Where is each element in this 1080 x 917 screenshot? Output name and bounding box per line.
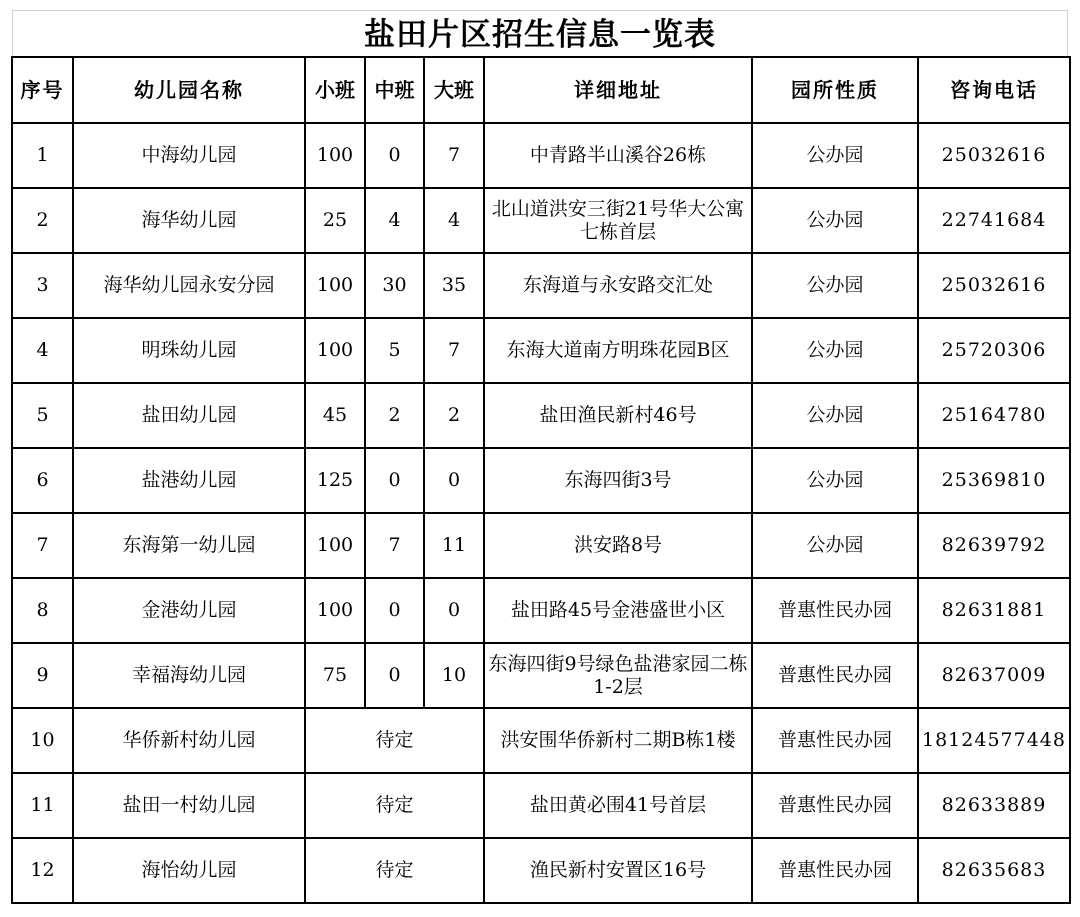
header-name: 幼儿园名称 xyxy=(73,57,305,123)
cell-large: 7 xyxy=(424,123,484,188)
cell-nature: 公办园 xyxy=(752,253,918,318)
table-row xyxy=(12,578,1070,643)
cell-name: 海怡幼儿园 xyxy=(73,838,305,903)
cell-seq: 3 xyxy=(12,253,73,318)
cell-phone: 82631881 xyxy=(918,578,1070,643)
cell-phone: 25032616 xyxy=(918,123,1070,188)
cell-small: 100 xyxy=(305,578,365,643)
table-row xyxy=(12,383,1070,448)
cell-small: 100 xyxy=(305,253,365,318)
table-row xyxy=(12,708,1070,773)
cell-small: 125 xyxy=(305,448,365,513)
table-row xyxy=(12,773,1070,838)
cell-middle: 2 xyxy=(365,383,424,448)
cell-seq: 5 xyxy=(12,383,73,448)
table-row xyxy=(12,123,1070,188)
cell-name: 东海第一幼儿园 xyxy=(73,513,305,578)
cell-name: 盐港幼儿园 xyxy=(73,448,305,513)
cell-small: 25 xyxy=(305,188,365,253)
cell-seq: 12 xyxy=(12,838,73,903)
cell-nature: 公办园 xyxy=(752,448,918,513)
cell-large: 0 xyxy=(424,578,484,643)
cell-seq: 4 xyxy=(12,318,73,383)
page-title: 盐田片区招生信息一览表 xyxy=(12,10,1068,56)
cell-address: 东海四街9号绿色盐港家园二栋1-2层 xyxy=(484,643,752,708)
cell-address: 东海道与永安路交汇处 xyxy=(484,253,752,318)
cell-large: 2 xyxy=(424,383,484,448)
cell-seq: 10 xyxy=(12,708,73,773)
header-nature: 园所性质 xyxy=(752,57,918,123)
cell-address: 东海四街3号 xyxy=(484,448,752,513)
cell-middle: 30 xyxy=(365,253,424,318)
cell-phone: 82639792 xyxy=(918,513,1070,578)
cell-large: 35 xyxy=(424,253,484,318)
cell-nature: 公办园 xyxy=(752,513,918,578)
cell-pending: 待定 xyxy=(305,708,484,773)
cell-address: 东海大道南方明珠花园B区 xyxy=(484,318,752,383)
cell-seq: 11 xyxy=(12,773,73,838)
cell-small: 75 xyxy=(305,643,365,708)
table-row xyxy=(12,188,1070,253)
cell-phone: 25032616 xyxy=(918,253,1070,318)
cell-small: 100 xyxy=(305,318,365,383)
cell-address: 洪安围华侨新村二期B栋1楼 xyxy=(484,708,752,773)
cell-nature: 普惠性民办园 xyxy=(752,578,918,643)
cell-small: 45 xyxy=(305,383,365,448)
cell-seq: 2 xyxy=(12,188,73,253)
cell-phone: 82633889 xyxy=(918,773,1070,838)
cell-nature: 公办园 xyxy=(752,188,918,253)
cell-phone: 18124577448 xyxy=(918,708,1070,773)
cell-middle: 0 xyxy=(365,578,424,643)
cell-name: 明珠幼儿园 xyxy=(73,318,305,383)
cell-middle: 0 xyxy=(365,448,424,513)
cell-phone: 25720306 xyxy=(918,318,1070,383)
cell-large: 4 xyxy=(424,188,484,253)
cell-phone: 82635683 xyxy=(918,838,1070,903)
cell-nature: 公办园 xyxy=(752,318,918,383)
cell-address: 洪安路8号 xyxy=(484,513,752,578)
cell-nature: 普惠性民办园 xyxy=(752,773,918,838)
cell-seq: 6 xyxy=(12,448,73,513)
header-phone: 咨询电话 xyxy=(918,57,1070,123)
cell-large: 11 xyxy=(424,513,484,578)
cell-middle: 0 xyxy=(365,123,424,188)
cell-address: 北山道洪安三街21号华大公寓七栋首层 xyxy=(484,188,752,253)
cell-address: 渔民新村安置区16号 xyxy=(484,838,752,903)
cell-seq: 7 xyxy=(12,513,73,578)
cell-large: 0 xyxy=(424,448,484,513)
cell-middle: 0 xyxy=(365,643,424,708)
cell-seq: 1 xyxy=(12,123,73,188)
cell-seq: 8 xyxy=(12,578,73,643)
cell-phone: 25164780 xyxy=(918,383,1070,448)
table-row xyxy=(12,643,1070,708)
cell-name: 幸福海幼儿园 xyxy=(73,643,305,708)
cell-nature: 公办园 xyxy=(752,383,918,448)
header-large: 大班 xyxy=(424,57,484,123)
table-row xyxy=(12,513,1070,578)
cell-nature: 普惠性民办园 xyxy=(752,838,918,903)
cell-middle: 4 xyxy=(365,188,424,253)
cell-large: 7 xyxy=(424,318,484,383)
cell-address: 盐田黄必围41号首层 xyxy=(484,773,752,838)
cell-address: 中青路半山溪谷26栋 xyxy=(484,123,752,188)
cell-seq: 9 xyxy=(12,643,73,708)
cell-phone: 82637009 xyxy=(918,643,1070,708)
cell-nature: 公办园 xyxy=(752,123,918,188)
cell-middle: 7 xyxy=(365,513,424,578)
header-address: 详细地址 xyxy=(484,57,752,123)
cell-name: 中海幼儿园 xyxy=(73,123,305,188)
cell-nature: 普惠性民办园 xyxy=(752,643,918,708)
cell-phone: 22741684 xyxy=(918,188,1070,253)
cell-name: 海华幼儿园永安分园 xyxy=(73,253,305,318)
table-row xyxy=(12,253,1070,318)
cell-name: 海华幼儿园 xyxy=(73,188,305,253)
table-row xyxy=(12,838,1070,903)
cell-name: 盐田幼儿园 xyxy=(73,383,305,448)
cell-large: 10 xyxy=(424,643,484,708)
cell-small: 100 xyxy=(305,513,365,578)
header-seq: 序号 xyxy=(12,57,73,123)
table-row xyxy=(12,318,1070,383)
cell-pending: 待定 xyxy=(305,773,484,838)
cell-nature: 普惠性民办园 xyxy=(752,708,918,773)
cell-name: 华侨新村幼儿园 xyxy=(73,708,305,773)
cell-middle: 5 xyxy=(365,318,424,383)
header-middle: 中班 xyxy=(365,57,424,123)
cell-phone: 25369810 xyxy=(918,448,1070,513)
cell-pending: 待定 xyxy=(305,838,484,903)
cell-name: 金港幼儿园 xyxy=(73,578,305,643)
header-row xyxy=(12,57,1070,123)
enrollment-table xyxy=(11,56,1071,904)
cell-address: 盐田渔民新村46号 xyxy=(484,383,752,448)
cell-address: 盐田路45号金港盛世小区 xyxy=(484,578,752,643)
cell-small: 100 xyxy=(305,123,365,188)
header-small: 小班 xyxy=(305,57,365,123)
cell-name: 盐田一村幼儿园 xyxy=(73,773,305,838)
table-row xyxy=(12,448,1070,513)
